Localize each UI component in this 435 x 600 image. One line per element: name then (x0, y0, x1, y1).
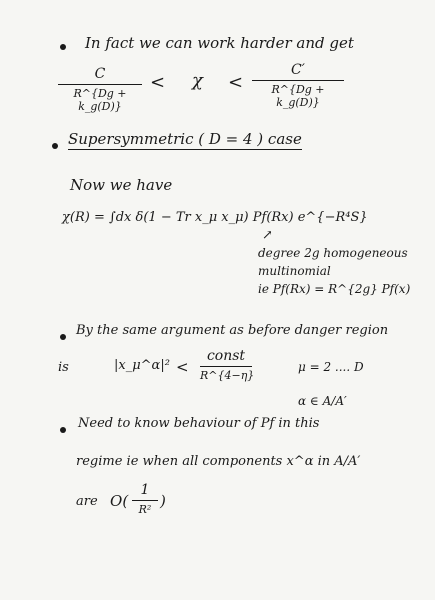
annotation-line2: multinomial (258, 264, 331, 278)
section3-line1: By the same argument as before danger region (76, 323, 389, 338)
arrow-icon: ↗ (262, 228, 273, 243)
section4-o-letter: O (110, 492, 123, 510)
section3-fraction-bar (200, 366, 252, 367)
alpha-range: α ∈ A/A′ (298, 394, 347, 408)
section4-fraction-bar (132, 500, 158, 501)
mu-range: μ = 2 .... D (298, 360, 364, 374)
section3-fraction-den: R^{4−η} (200, 369, 255, 382)
left-fraction (58, 66, 142, 113)
now-we-have: Now we have (70, 176, 173, 194)
bullet-4 (60, 427, 66, 433)
right-fraction-bar (252, 80, 344, 81)
section3-inequality-left: |x_μ^α|² (114, 358, 170, 373)
section4-line1: Need to know behaviour of Pf in this (78, 416, 320, 431)
right-fraction-den: R^{Dg + k_g(D)} (271, 83, 325, 109)
section4-line2: regime ie when all components x^α in A/A′ (76, 454, 361, 469)
section3-less-than: < (176, 358, 189, 376)
section2-heading: Supersymmetric ( D = 4 ) case (68, 130, 302, 148)
chi-symbol: χ (192, 70, 203, 91)
section3-fraction-num: const (206, 348, 246, 364)
chi-equation: χ(R) = ∫dx δ(1 − Tr x_μ x_μ) Pf(Rx) e^{−R⁴S} (62, 210, 368, 225)
left-fraction-den: R^{Dg + k_g(D)} (73, 87, 127, 113)
section4-are: are (76, 494, 98, 509)
left-fraction-num: C (94, 66, 106, 82)
right-fraction (252, 62, 344, 109)
bullet-3 (60, 334, 66, 340)
section1-text: In fact we can work harder and get (85, 34, 354, 52)
section3-is: is (58, 360, 69, 375)
bullet-2 (52, 143, 58, 149)
section4-close-paren: ) (160, 492, 166, 510)
section3-fraction (200, 348, 255, 382)
section4-fraction-num: 1 (140, 482, 150, 498)
right-fraction-num: C′ (291, 62, 305, 78)
left-fraction-bar (58, 84, 142, 85)
less-than-1: < (150, 72, 166, 93)
bullet-1 (60, 44, 66, 50)
section4-fraction-den: R² (138, 503, 152, 516)
annotation-line1: degree 2g homogeneous (258, 246, 408, 260)
section4-fraction (132, 482, 158, 516)
section4-big-o: O( (110, 492, 129, 510)
less-than-2: < (228, 72, 244, 93)
annotation-line3: ie Pf(Rx) = R^{2g} Pf(x) (258, 282, 411, 296)
